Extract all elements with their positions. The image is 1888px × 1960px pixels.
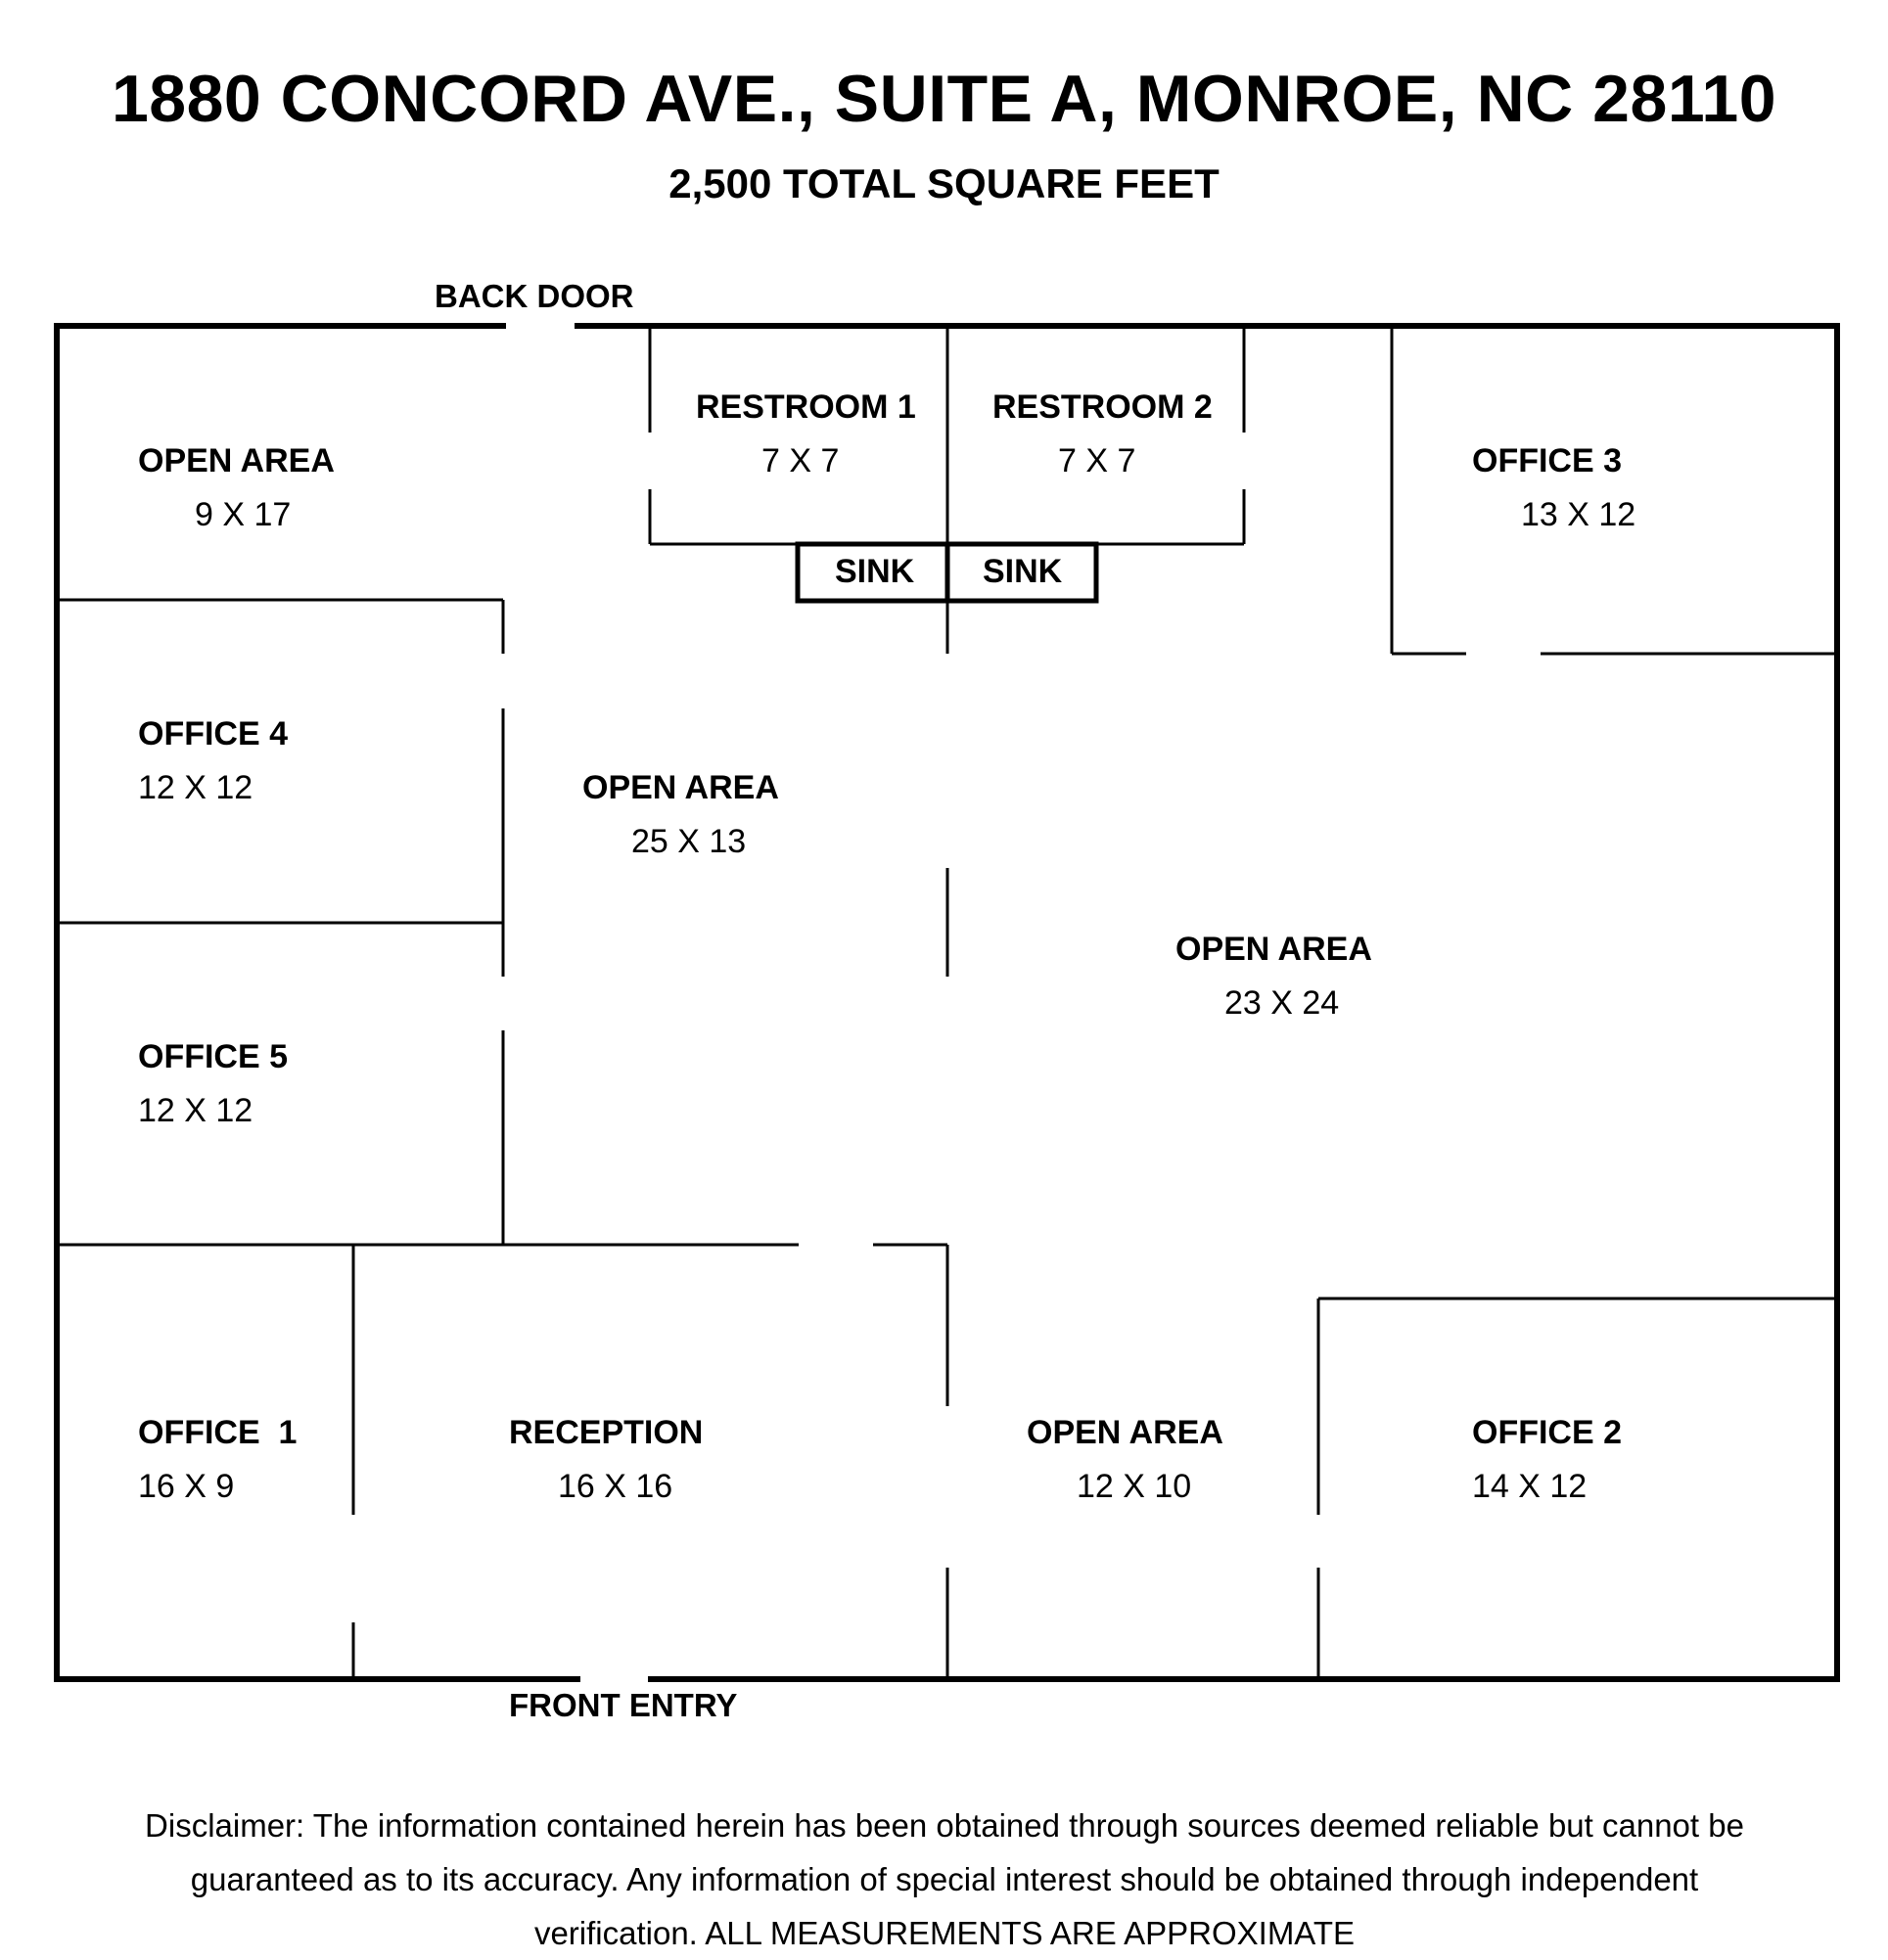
room-office-1-name: OFFICE 1 xyxy=(138,1414,298,1451)
sink-label-2: SINK xyxy=(983,553,1063,590)
room-open-area-nw-name: OPEN AREA xyxy=(138,442,335,479)
room-open-area-center-name: OPEN AREA xyxy=(582,769,779,806)
room-open-area-south-name: OPEN AREA xyxy=(1027,1414,1223,1451)
room-office-3-name: OFFICE 3 xyxy=(1472,442,1623,479)
room-open-area-east-dims: 23 X 24 xyxy=(1224,984,1340,1022)
room-open-area-south-dims: 12 X 10 xyxy=(1077,1468,1192,1505)
room-office-2-name: OFFICE 2 xyxy=(1472,1414,1623,1451)
room-reception-dims: 16 X 16 xyxy=(558,1468,673,1505)
room-office-4-name: OFFICE 4 xyxy=(138,715,289,752)
room-reception-name: RECEPTION xyxy=(509,1414,704,1451)
room-open-area-east-name: OPEN AREA xyxy=(1175,931,1372,968)
disclaimer-line-1: Disclaimer: The information contained herein has been obtained through sources deemed reliable but cannot be xyxy=(145,1807,1744,1844)
room-office-1-dims: 16 X 9 xyxy=(138,1468,235,1505)
sink-label-1: SINK xyxy=(835,553,915,590)
room-open-area-nw-dims: 9 X 17 xyxy=(195,496,292,533)
room-restroom-2-dims: 7 X 7 xyxy=(1058,442,1136,479)
page-subtitle: 2,500 TOTAL SQUARE FEET xyxy=(668,160,1220,206)
room-office-5-dims: 12 X 12 xyxy=(138,1092,253,1129)
disclaimer-line-3: verification. ALL MEASUREMENTS ARE APPROXIMATE xyxy=(533,1915,1356,1951)
room-office-3-dims: 13 X 12 xyxy=(1521,496,1636,533)
room-office-4-dims: 12 X 12 xyxy=(138,769,253,806)
page-title: 1880 CONCORD AVE., SUITE A, MONROE, NC 28110 xyxy=(111,62,1777,136)
room-restroom-1-dims: 7 X 7 xyxy=(761,442,840,479)
room-restroom-2-name: RESTROOM 2 xyxy=(992,388,1213,426)
room-restroom-1-name: RESTROOM 1 xyxy=(696,388,916,426)
disclaimer xyxy=(59,1799,1830,1960)
disclaimer-line-2: guaranteed as to its accuracy. Any information of special interest should be obtained through independent xyxy=(190,1861,1699,1897)
room-open-area-center-dims: 25 X 13 xyxy=(631,823,747,860)
room-office-5-name: OFFICE 5 xyxy=(138,1038,289,1075)
back-door-label: BACK DOOR xyxy=(435,278,634,314)
room-office-2-dims: 14 X 12 xyxy=(1472,1468,1588,1505)
front-entry-label: FRONT ENTRY xyxy=(509,1687,738,1723)
